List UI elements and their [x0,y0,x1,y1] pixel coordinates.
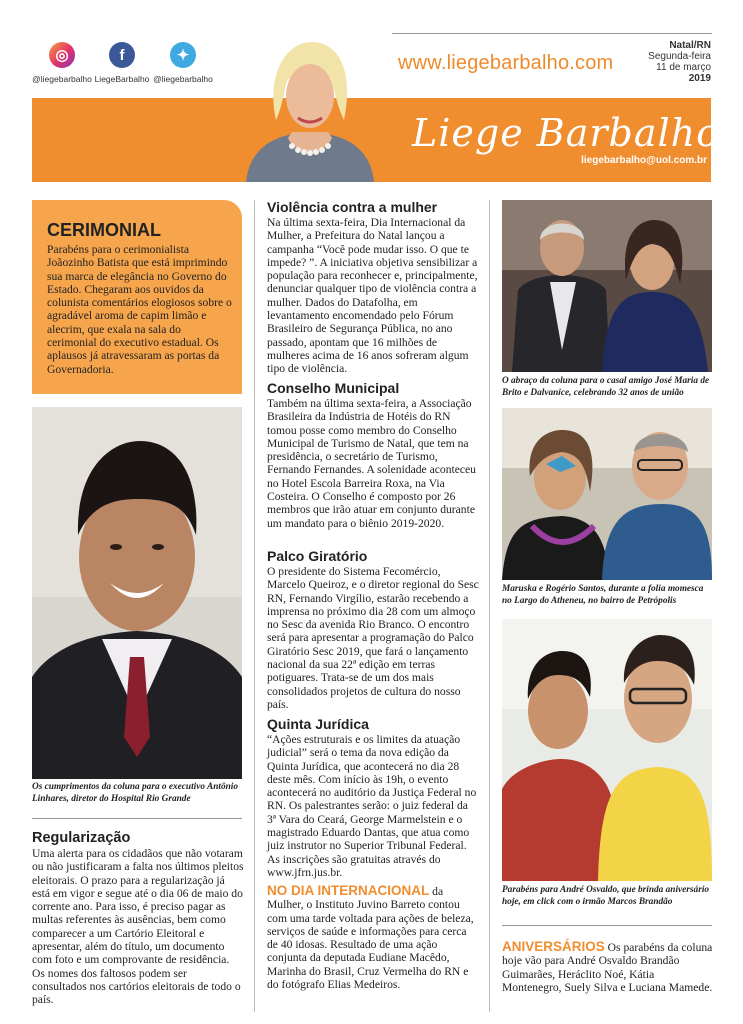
column-divider-right [489,200,490,1012]
aniversarios-lead: ANIVERSÁRIOS [502,939,605,954]
column-divider-left [254,200,255,1012]
regularizacao-text: Uma alerta para os cidadãos que não votaram ou não justificaram a falta nos últimos pleitos eleitorais. O prazo para a regularização já está em vigor e segue até o dia 06 de maio do corrente ano. Para isso, é preciso pagar as multas referentes às ausências, bem como comparecer a um Cartório Eleitoral e apresentar, além do título, um documento com foto e um comprovante de residência. Os nomes dos faltosos podem ser consultados nos cartórios eleitorais de todo o país. [32,847,244,1007]
dia-internacional-note [267,884,479,991]
left-section-rule [32,818,242,819]
site-url[interactable]: www.liegebarbalho.com [398,52,614,74]
weekday: Segunda-feira [648,51,711,62]
regularizacao-section [32,830,244,1007]
article-text: “Ações estruturais e os limites da atuação judicial” será o tema da nova edição da Quinta Jurídica, que acontecerá no dia 28 deste mês. Com início às 19h, o evento acontecerá no auditório da Justiça Federal no RN. Os palestrantes serão: o juiz federal da 3ª Vara do Ceará, George Marmelstein e o magistrado Eduardo Dantas, que atua como juiz instrutor no Superior Tribunal Federal. As inscrições são gratuitas através do www.jfrn.jus.br. [267,733,477,879]
article-quinta [267,716,479,879]
twitter-handle[interactable] [153,42,213,84]
aniversarios-note [502,940,714,994]
twitter-icon: ✦ [170,42,196,68]
right-section-rule [502,925,712,926]
photo-carnival [502,408,712,580]
instagram-handle[interactable] [32,42,92,84]
carnival-photo-caption: Maruska e Rogério Santos, durante a folia momesca no Largo do Atheneu, no bairro de Petrópolis [502,584,704,606]
article-title: Quinta Jurídica [267,716,369,732]
photo-brothers [502,619,712,881]
instagram-icon: ◎ [49,42,75,68]
cerimonial-title: CERIMONIAL [47,220,161,240]
dia-internacional-text: da Mulher, o Instituto Juvino Barreto contou com uma tarde voltada para ações de beleza, serviços de saúde e informações para cerca de 40 idosas. Resultado de uma ação conjunta da deputada Eudiane Macêdo, Marinha do Brasil, Cruz Vermelha do RN e do fotógrafo Elias Medeiros. [267,885,474,992]
couple-photo-caption: O abraço da coluna para o casal amigo José Maria de Brito e Dalvanice, celebrando 32 anos de união [502,376,710,398]
year: 2019 [688,73,711,84]
executive-photo-caption: Os cumprimentos da coluna para o executivo Antônio Linhares, diretor do Hospital Rio Grande [32,782,239,804]
columnist-portrait [236,34,384,182]
brothers-photo-caption: Parabéns para André Osvaldo, que brinda aniversário hoje, em click com o irmão Marcos Brandão [502,885,710,907]
cerimonial-box [32,200,242,394]
photo-executive [32,407,242,779]
city: Natal/RN [669,40,711,51]
header-rule [392,33,712,34]
article-conselho [267,380,479,530]
cerimonial-text: Parabéns para o cerimonialista Joãozinho Batista que está imprimindo sua marca de elegância no Governo do Estado. Chegaram aos ouvidos da colunista comentários elogiosos sobre o agradável aroma de capim limão e alecrim, que exala na sala do cerimonial do executivo estadual. Os aplausos já atravessaram as portas da Governadoria. [47,243,232,376]
article-violencia [267,199,479,376]
article-text: O presidente do Sistema Fecomércio, Marcelo Queiroz, e o diretor regional do Sesc RN, Fernando Virgílio, estarão recebendo a imprensa no próximo dia 28 com um almoço no Sesc da avenida Rio Branco. O encontro será para apresentar a programação do Palco Giratório Sesc 2019, que fará o lançamento nacional da sua 22ª edição em terras potiguares. Trata-se de um dos mais consolidados projetos de cultura do nosso país. [267,565,479,711]
facebook-icon: f [109,42,135,68]
article-title: Violência contra a mulher [267,199,438,215]
column-title: Liege Barbalho [412,111,720,155]
photo-couple [502,200,712,372]
facebook-handle[interactable] [92,42,152,84]
article-text: Na última sexta-feira, Dia Internacional da Mulher, a Prefeitura do Natal lançou a campanha “Você pode mudar isso. O que te impede? ”. A iniciativa objetiva sensibilizar a população para reconhecer e, principalmente, denunciar qualquer tipo de violência contra a mulher. Dados do Datafolha, em levantamento encomendado pelo Fórum Brasileiro de Segurança Pública, no ano passado, apontam que 16 milhões de mulheres acima de 16 anos sofreram algum tipo de violência. [267,216,478,376]
article-palco [267,548,479,711]
dia-internacional-lead: NO DIA INTERNACIONAL [267,883,430,898]
aniversarios-text: Os parabéns da coluna hoje vão para André Osvaldo Brandão Guimarães, Heráclito Noé, Kátia Montenegro, Suely Silva e Luciana Mamede. [502,941,713,994]
article-title: Conselho Municipal [267,380,400,396]
instagram-handle-label: @liegebarbalho [32,74,92,84]
facebook-handle-label: LiegeBarbalho [94,74,150,84]
regularizacao-title: Regularização [32,830,131,846]
article-text: Também na última sexta-feira, a Associação Brasileira da Indústria de Hotéis do RN tomou posse como membro do Conselho Municipal de Turismo de Natal, que tem na presidência, o secretário de Turismo, Fernando Fernandes. A solenidade aconteceu no Hotel Escola Barreira Roxa, na Via Costeira. O Conselho é composto por 26 membros que irão atuar em conjunto durante um mandato para o biênio 2019-2020. [267,397,476,530]
columnist-email[interactable]: liegebarbalho@uol.com.br [581,155,707,166]
date-block [648,40,711,84]
twitter-handle-label: @liegebarbalho [153,74,213,84]
article-title: Palco Giratório [267,548,368,564]
date: 11 de março [656,62,711,73]
